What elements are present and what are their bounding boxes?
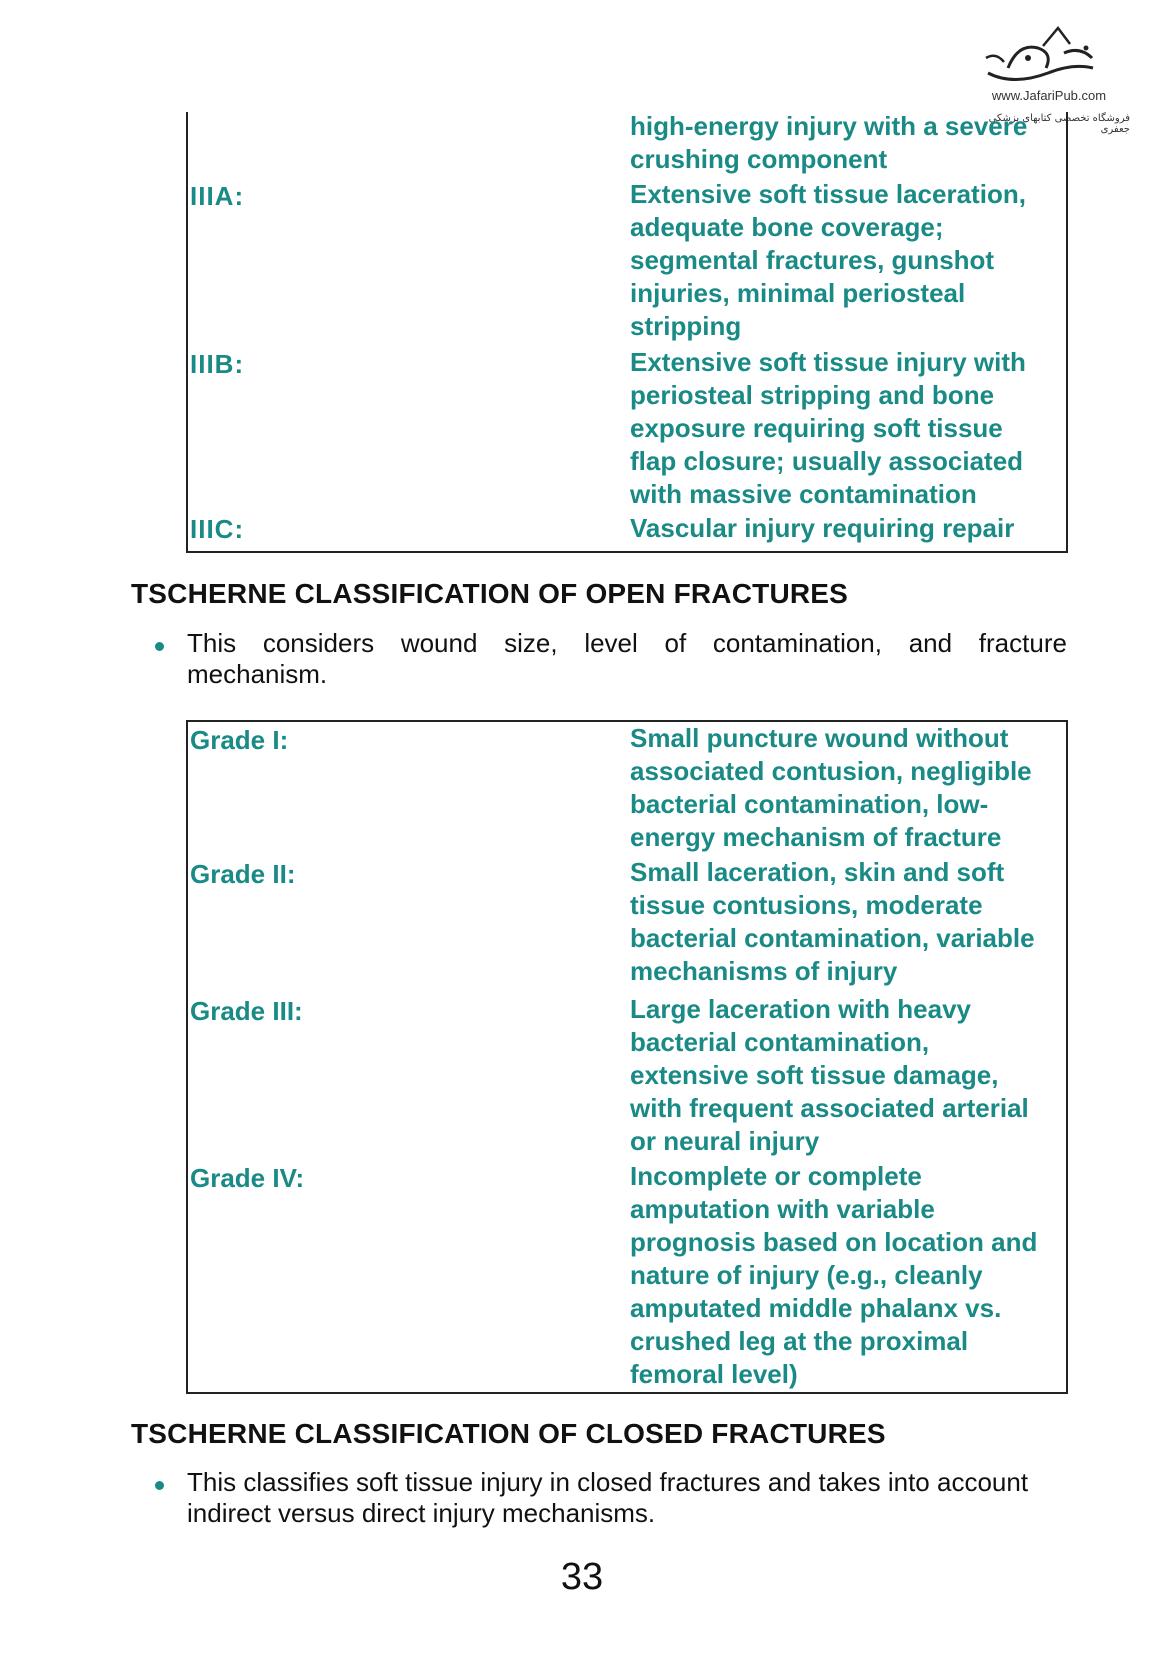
tscherne-label-grade-1: Grade I: <box>190 725 289 755</box>
section-heading-closed: TSCHERNE CLASSIFICATION OF CLOSED FRACTURES <box>131 1418 886 1449</box>
tscherne-desc-grade-4: Incomplete or complete amputation with variable prognosis based on location and nature of injury (e.g., cleanly amputated middle phalanx vs. crushed leg at the proximal femoral level) <box>630 1161 1038 1389</box>
gustilo-desc-iiib: Extensive soft tissue injury with periosteal stripping and bone exposure requiring soft tissue flap closure; usually associated with massive contamination <box>630 347 1026 509</box>
bullet-icon <box>155 642 164 651</box>
gustilo-label-iiic: IIIC: <box>190 514 245 544</box>
tscherne-label-grade-3: Grade III: <box>190 996 303 1026</box>
watermark-url: www.JafariPub.com <box>991 88 1107 103</box>
jafari-logo-icon <box>968 18 1118 88</box>
bullet-text-closed: This classifies soft tissue injury in closed fractures and takes into account indirect versus direct injury mechanisms. <box>187 1467 1029 1528</box>
section-heading-open: TSCHERNE CLASSIFICATION OF OPEN FRACTURES <box>131 578 849 609</box>
watermark-subtitle: فروشگاه تخصصی کتابهای پزشکی جعفری <box>988 113 1130 135</box>
gustilo-row-desc: high-energy injury with a severe crushing component <box>630 111 1028 174</box>
tscherne-desc-grade-3: Large laceration with heavy bacterial contamination, extensive soft tissue damage, with frequent associated arterial or neural injury <box>630 994 1029 1156</box>
gustilo-desc-iiia: Extensive soft tissue laceration, adequate bone coverage; segmental fractures, gunshot injuries, minimal periosteal stripping <box>630 179 1026 341</box>
bullet-text-open: This considers wound size, level of contamination, and fracture mechanism. <box>187 628 1067 689</box>
tscherne-desc-grade-2: Small laceration, skin and soft tissue contusions, moderate bacterial contamination, variable mechanisms of injury <box>630 857 1035 986</box>
gustilo-desc-iiic: Vascular injury requiring repair <box>630 513 1015 543</box>
tscherne-label-grade-2: Grade II: <box>190 859 296 889</box>
gustilo-label-iiia: IIIA: <box>190 181 245 211</box>
page-number: 33 <box>560 1556 604 1598</box>
tscherne-label-grade-4: Grade IV: <box>190 1163 305 1193</box>
bullet-icon <box>155 1481 164 1490</box>
gustilo-label-iiib: IIIB: <box>190 349 245 379</box>
tscherne-desc-grade-1: Small puncture wound without associated contusion, negligible bacterial contamination, low- energy mechanism of fracture <box>630 723 1032 852</box>
